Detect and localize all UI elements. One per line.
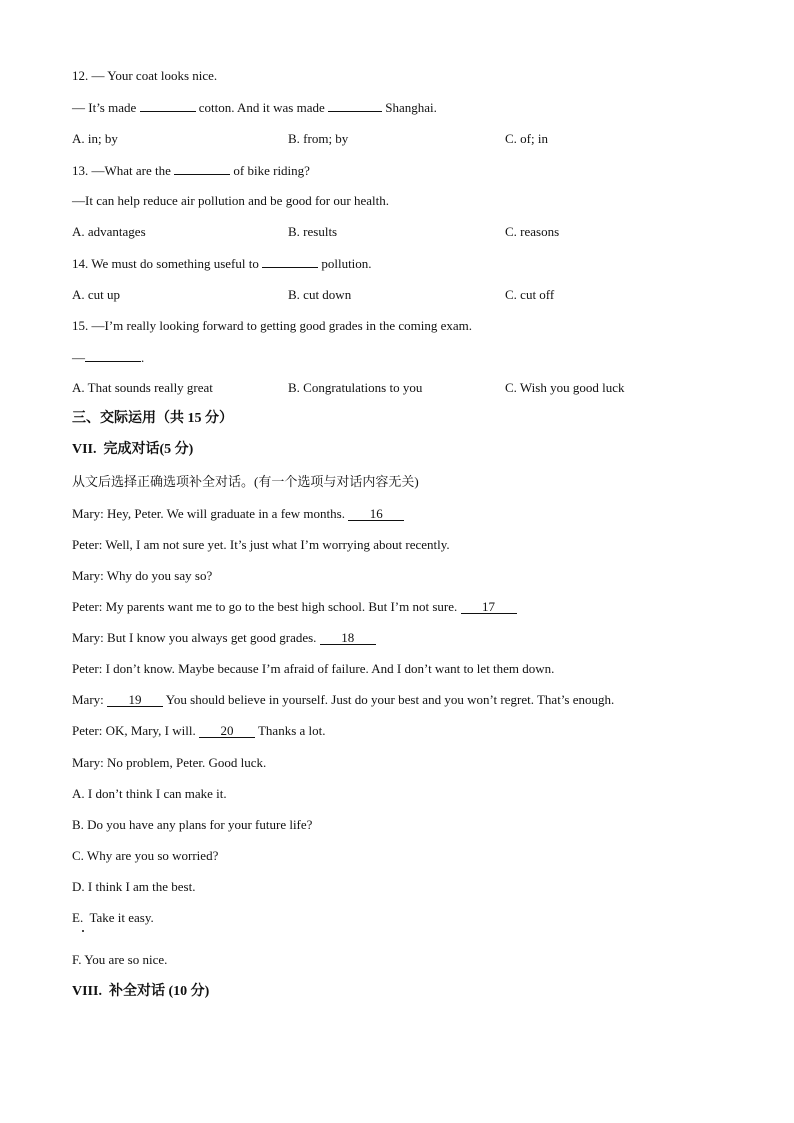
dialogue-line-6: Peter: I don’t know. Maybe because I’m afraid of failure. And I don’t want to let them down.	[72, 661, 555, 676]
dialogue-line-8: Peter: OK, Mary, I will. 20 Thanks a lot.	[72, 723, 326, 738]
q15-blank	[85, 349, 141, 362]
q14-option-c: C. cut off	[505, 287, 555, 302]
q13-prompt	[72, 162, 310, 179]
q12-blank-1	[140, 99, 196, 112]
q14-text-b: pollution.	[318, 256, 372, 271]
q14-text-a: 14. We must do something useful to	[72, 256, 263, 271]
part-7-instruction: 从文后选择正确选项补全对话。(有一个选项与对话内容无关)	[72, 474, 419, 489]
q12-blank-2	[328, 99, 382, 112]
choice-f: F. You are so nice.	[72, 952, 168, 967]
q12-text-c: Shanghai.	[382, 100, 437, 115]
part-8-title: VIII. 补全对话 (10 分)	[72, 984, 210, 999]
q13-response: —It can help reduce air pollution and be good for our health.	[72, 193, 389, 208]
q12-text-b: cotton. And it was made	[195, 100, 329, 115]
blank-17: 17	[461, 600, 517, 614]
choice-b: B. Do you have any plans for your future life?	[72, 817, 313, 832]
dialogue-line-7: Mary: 19 You should believe in yourself. Just do your best and you won’t regret. That’s enough.	[72, 692, 615, 707]
dialogue-line-2: Peter: Well, I am not sure yet. It’s just what I’m worrying about recently.	[72, 537, 450, 552]
q15-option-c: C. Wish you good luck	[505, 380, 625, 395]
q13-text-b: of bike riding?	[230, 163, 310, 178]
dialogue-line-1: Mary: Hey, Peter. We will graduate in a few months. 16	[72, 506, 404, 522]
q13-option-a: A. advantages	[72, 224, 146, 239]
q12-prompt: 12. — Your coat looks nice.	[72, 68, 218, 83]
q14-blank	[262, 255, 318, 268]
blank-16: 16	[348, 507, 404, 521]
section-3-title: 三、交际运用（共 15 分）	[72, 411, 233, 426]
q13-option-b: B. results	[288, 224, 338, 239]
q15-option-b: B. Congratulations to you	[288, 380, 423, 395]
q15-response	[72, 349, 144, 366]
dialogue-line-3: Mary: Why do you say so?	[72, 568, 213, 583]
q15-prompt: 15. —I’m really looking forward to getting good grades in the coming exam.	[72, 318, 473, 333]
q12-option-b: B. from; by	[288, 131, 349, 146]
q14-option-b: B. cut down	[288, 287, 352, 302]
q12-response	[72, 99, 437, 116]
q13-text-a: 13. —What are the	[72, 163, 175, 178]
q14-option-a: A. cut up	[72, 287, 121, 302]
dialogue-line-9: Mary: No problem, Peter. Good luck.	[72, 755, 267, 770]
choice-d: D. I think I am the best.	[72, 879, 196, 894]
dialogue-line-4: Peter: My parents want me to go to the best high school. But I’m not sure. 17	[72, 599, 517, 615]
blank-18: 18	[320, 631, 376, 645]
q12-text-a: — It’s made	[72, 100, 140, 115]
dialogue-line-5: Mary: But I know you always get good grades. 18	[72, 630, 376, 646]
choice-c: C. Why are you so worried?	[72, 848, 219, 863]
q12-option-c: C. of; in	[505, 131, 548, 146]
q15-text-b: .	[141, 350, 145, 365]
part-7-title: VII. 完成对话(5 分)	[72, 442, 194, 457]
choice-e: E. Take it easy.	[72, 910, 154, 925]
blank-20: 20	[199, 724, 255, 738]
q13-option-c: C. reasons	[505, 224, 560, 239]
blank-19: 19	[107, 693, 163, 707]
choice-a: A. I don’t think I can make it.	[72, 786, 227, 801]
q13-blank	[174, 162, 230, 175]
q15-text-a: —	[72, 350, 85, 365]
stray-dot	[82, 930, 84, 932]
q12-option-a: A. in; by	[72, 131, 118, 146]
q14-prompt	[72, 255, 372, 272]
q15-option-a: A. That sounds really great	[72, 380, 213, 395]
